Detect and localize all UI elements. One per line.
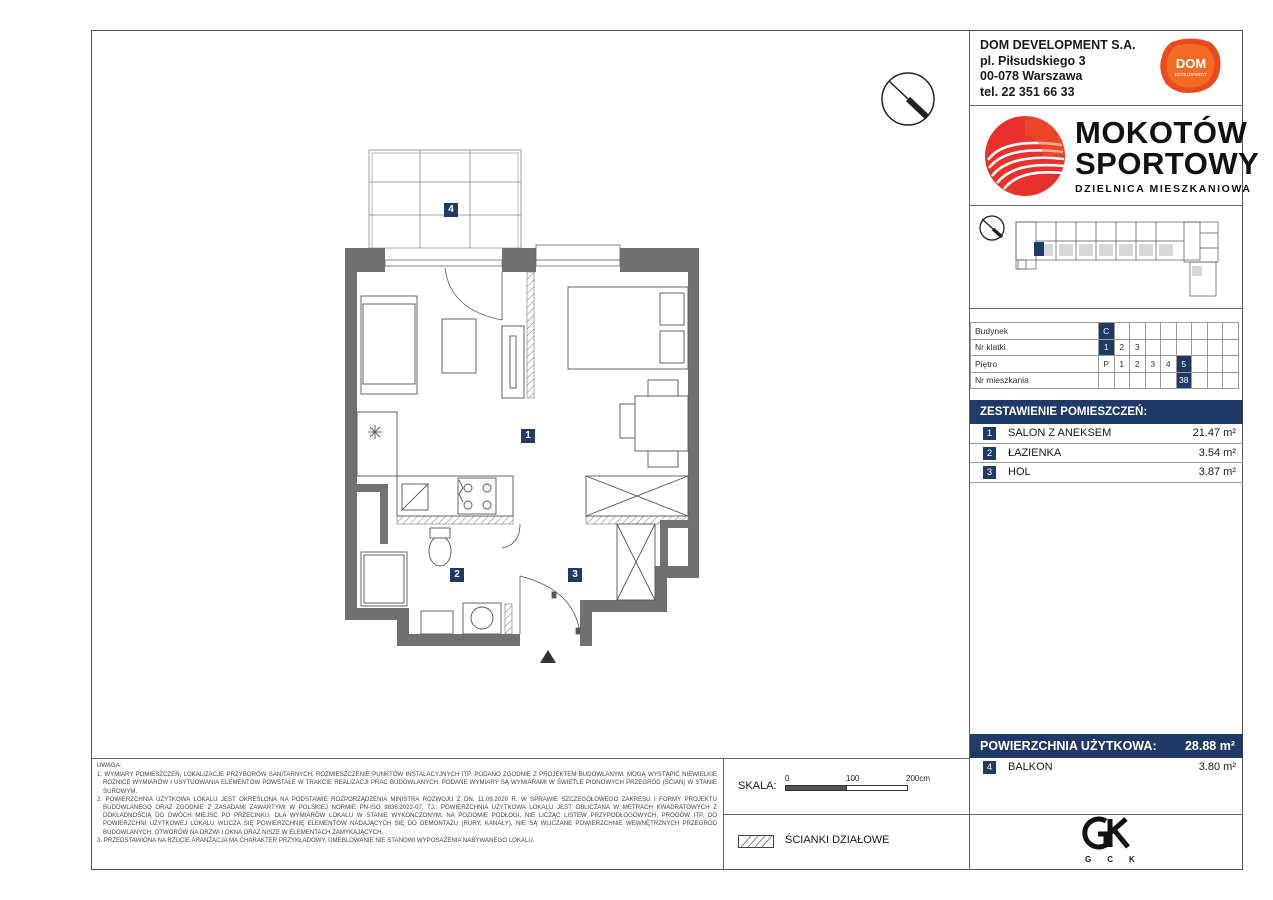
row-stair: [971, 339, 1239, 356]
toilet: [429, 536, 451, 566]
room-area: 3.87 m²: [1198, 466, 1236, 478]
gck-mark-icon: [1080, 816, 1132, 850]
brand-line-3: DZIELNICA MIESZKANIOWA: [1075, 183, 1252, 195]
legend-label: ŚCIANKI DZIAŁOWE: [785, 834, 890, 846]
room-row: [970, 424, 1243, 444]
partition-hatch-swatch: [738, 835, 774, 849]
floor-2: 2: [1130, 356, 1146, 373]
usable-area-total: [970, 734, 1243, 758]
balcony-row: [970, 758, 1243, 777]
brand-line-2: SPORTOWY: [1075, 146, 1260, 181]
scale-tick-100: 100: [846, 774, 860, 783]
dom-logo-text: DOM: [1175, 56, 1207, 71]
room-number: 2: [983, 447, 996, 460]
rooms-section-title: ZESTAWIENIE POMIESZCZEŃ:: [970, 400, 1243, 424]
key-plan: [976, 213, 1242, 305]
room-number: 1: [983, 427, 996, 440]
sink: [421, 611, 453, 634]
stair-3: 3: [1130, 339, 1146, 356]
floor-label: Piętro: [971, 356, 1099, 373]
balcony-number: 4: [983, 761, 996, 774]
balcony: [369, 150, 521, 248]
sidebar-line-4: [969, 814, 1243, 815]
dom-development-logo: [1160, 38, 1222, 94]
room-area: 21.47 m²: [1192, 427, 1236, 439]
stair-2: 2: [1114, 339, 1130, 356]
location-table: [970, 322, 1239, 389]
stair-label: Nr klatki: [971, 339, 1099, 356]
building-label: Budynek: [971, 323, 1099, 340]
floor-4: 4: [1161, 356, 1177, 373]
room-name: ŁAZIENKA: [1008, 446, 1062, 459]
note-item: 3. PRZEDSTAWIONA NA RZUCIE ARANŻACJA MA CHARAKTER PRZYKŁADOWY, UMEBLOWANIE NIE STANOWI WYPOSAŻENIA NABYWANEGO LOKALU.: [97, 836, 535, 844]
entrance-arrow-icon: [540, 650, 556, 663]
apartment-value: 38: [1176, 372, 1192, 389]
scale-bar: [785, 784, 909, 792]
balcony-area: 3.80 m²: [1198, 761, 1236, 773]
room-name: HOL: [1008, 466, 1031, 478]
shelf: [357, 412, 397, 476]
row-apartment: [971, 372, 1239, 389]
floor-3: 3: [1145, 356, 1161, 373]
usable-area-label: POWIERZCHNIA UŻYTKOWA:: [980, 739, 1157, 753]
building-value: C: [1099, 323, 1115, 340]
scale-label: SKALA:: [738, 780, 777, 792]
scale-tick-0: 0: [785, 774, 790, 783]
stair-1: 1: [1099, 339, 1115, 356]
row-floor: [971, 356, 1239, 373]
building-outline: [1016, 222, 1218, 296]
note-item: 1. WYMIARY POMIESZCZEŃ, LOKALIZACJE PRZYBORÓW SANITARNYCH, ROZMIESZCZENIE PUNKTÓW INSTALACYJNYCH ITP. PODANO ZGODNIE Z PROJEKTEM BUDOWLANYM. MOGĄ WYSTĄPIĆ NIEWIELKIE RÓŻNICE WYMIARÓW I USYTUOWANIA ELEMENTÓW POWSTAŁE W TRAKCIE REALIZACJI PRAC BUDOWLANYCH. PODANE WYMIARY SĄ WYMIARAMI W ŚWIETLE PIONOWYCH PRZEGRÓD (ŚCIAN) W STANIE SUROWYM.: [97, 771, 717, 795]
north-arrow-icon: [879, 70, 937, 128]
rooms-list: [970, 424, 1243, 483]
mokotow-sportowy-emblem: [984, 115, 1066, 197]
sidebar-line-3: [969, 308, 1243, 309]
selected-unit-marker: [1034, 242, 1044, 256]
plan-label-4: 4: [444, 203, 458, 217]
dom-logo-subtext: DEVELOPMENT: [1175, 72, 1207, 77]
usable-area-value: 28.88 m²: [1184, 739, 1235, 753]
footer-divider: [91, 758, 969, 759]
company-phone: tel. 22 351 66 33: [980, 84, 1075, 99]
plan-label-3: 3: [568, 568, 582, 582]
floor-p: P: [1099, 356, 1115, 373]
dining-table: [635, 396, 688, 451]
brand-line-1: MOKOTÓW: [1075, 115, 1248, 150]
coffee-table: [442, 319, 476, 373]
gck-letters: GCK: [1085, 855, 1151, 864]
sidebar-line-1: [969, 105, 1243, 106]
notes: [97, 762, 717, 845]
brand-wordmark: [1075, 117, 1259, 195]
plan-label-1: 1: [521, 429, 535, 443]
plan-label-2: 2: [450, 568, 464, 582]
balcony-name: BALKON: [1008, 761, 1053, 773]
note-item: 2. POWIERZCHNIA UŻYTKOWA LOKALU JEST OKREŚLONA NA PODSTAWIE ROZPORZĄDZENIA MINISTRA ROZWOJU Z DN. 11.09.2020 R. W SPRAWIE SZCZEGÓŁOWEGO ZAKRESU I FORMY PROJEKTU BUDOWLANEGO ORAZ ZGODNIE Z ZASADAMI ZAWARTYMI W POLSKIEJ NORMIE PN-ISO 9836:2022-07, TJ.: POWIERZCHNIA UŻYTKOWA LOKALU JEST OBLICZANA W METRACH KWADRATOWYCH Z DOKŁADNOŚCIĄ DO DWÓCH MIEJSC PO PRZECINKU, DLA WYMIARÓW LOKALU W STANIE WYKOŃCZONYM, NA POZIOMIE PODŁOGI, NIE LICZĄC LISTEW PRZYPODŁOGOWYCH, PROGÓW ITP. DO POWIERZCHNI UŻYTKOWEJ LOKALU WLICZA SIĘ POWIERZCHNIĘ ELEMENTÓW NADAJĄCYCH SIĘ DO DEMONTAŻU (RURY, KANAŁY), NIE SĄ WLICZANE POWIERZCHNIE WEWNĘTRZNYCH PRZEGRÓD BUDOWLANYCH, OTWORÓW NA DRZWI I OKNA ORAZ NISZE W ELEMENTACH ZAMYKAJĄCYCH.: [97, 795, 717, 836]
company-address: [980, 38, 1136, 100]
room-number: 3: [983, 466, 996, 479]
room-area: 3.54 m²: [1198, 446, 1236, 459]
floor-5: 5: [1176, 356, 1192, 373]
apartment-label: Nr mieszkania: [971, 372, 1099, 389]
row-building: [971, 323, 1239, 340]
footer-row-divider: [723, 814, 969, 815]
scale-tick-200: 200cm: [906, 774, 931, 783]
furniture: [357, 287, 688, 634]
room-row: [970, 463, 1243, 483]
room-row: [970, 444, 1243, 464]
company-name: DOM DEVELOPMENT S.A.: [980, 38, 1136, 52]
key-plan-compass-icon: [980, 216, 1004, 240]
notes-title: UWAGA:: [97, 762, 122, 769]
room-name: SALON Z ANEKSEM: [1008, 427, 1112, 439]
sidebar-line-2: [969, 205, 1243, 206]
company-city: 00-078 Warszawa: [980, 69, 1083, 83]
gck-logo: [1080, 816, 1151, 864]
floor-1: 1: [1114, 356, 1130, 373]
company-street: pl. Piłsudskiego 3: [980, 53, 1086, 68]
floor-plan: [340, 145, 710, 675]
